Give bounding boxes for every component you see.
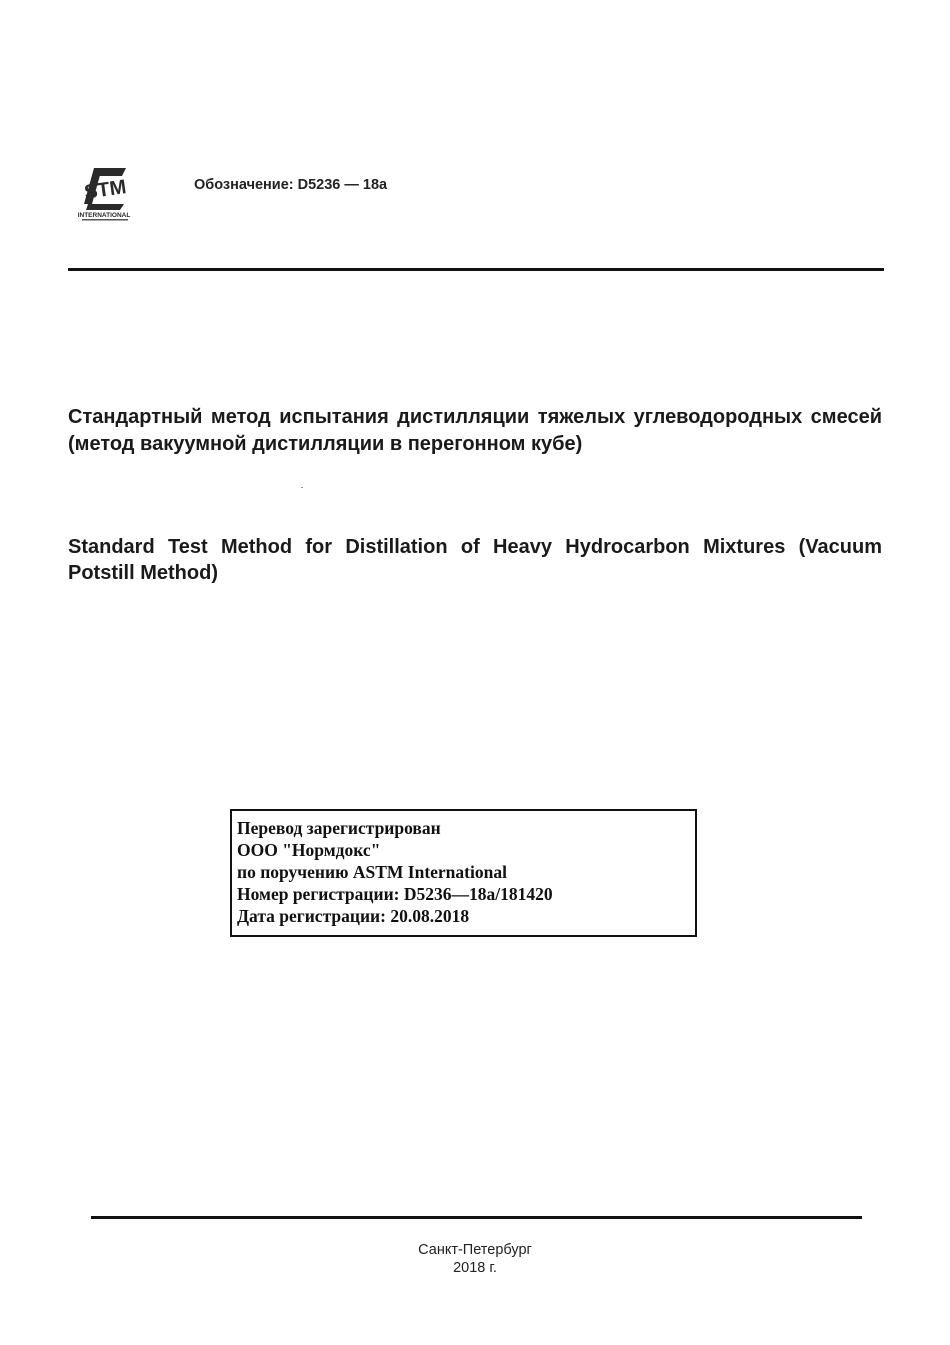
registration-line: Перевод зарегистрирован: [237, 818, 441, 838]
scan-speck: [301, 487, 303, 488]
title-english: Standard Test Method for Distillation of Heavy Hydrocarbon Mixtures (Vacuum Potstill Method): [68, 536, 882, 584]
header-divider: [68, 268, 884, 271]
registration-line: по поручению ASTM International: [237, 862, 507, 882]
footer-divider: [91, 1216, 862, 1219]
svg-text:STM: STM: [82, 176, 128, 204]
footer-year: 2018 г.: [453, 1260, 497, 1276]
designation-label: Обозначение: D5236 — 18a: [194, 177, 388, 193]
footer-city: Санкт-Петербург: [418, 1242, 532, 1258]
registration-line: Дата регистрации: 20.08.2018: [237, 906, 470, 926]
logo-text: INTERNATIONAL: [78, 212, 131, 219]
footer: [0, 1241, 950, 1277]
astm-logo-icon: [78, 164, 132, 222]
registration-box: [230, 809, 697, 937]
registration-line: Номер регистрации: D5236—18a/181420: [237, 884, 553, 904]
registration-line: ООО "Нормдокс": [237, 840, 381, 860]
title-russian: Стандартный метод испытания дистилляции тяжелых углеводородных смесей (метод вакуумной дистилляции в перегонном кубе): [68, 406, 882, 455]
